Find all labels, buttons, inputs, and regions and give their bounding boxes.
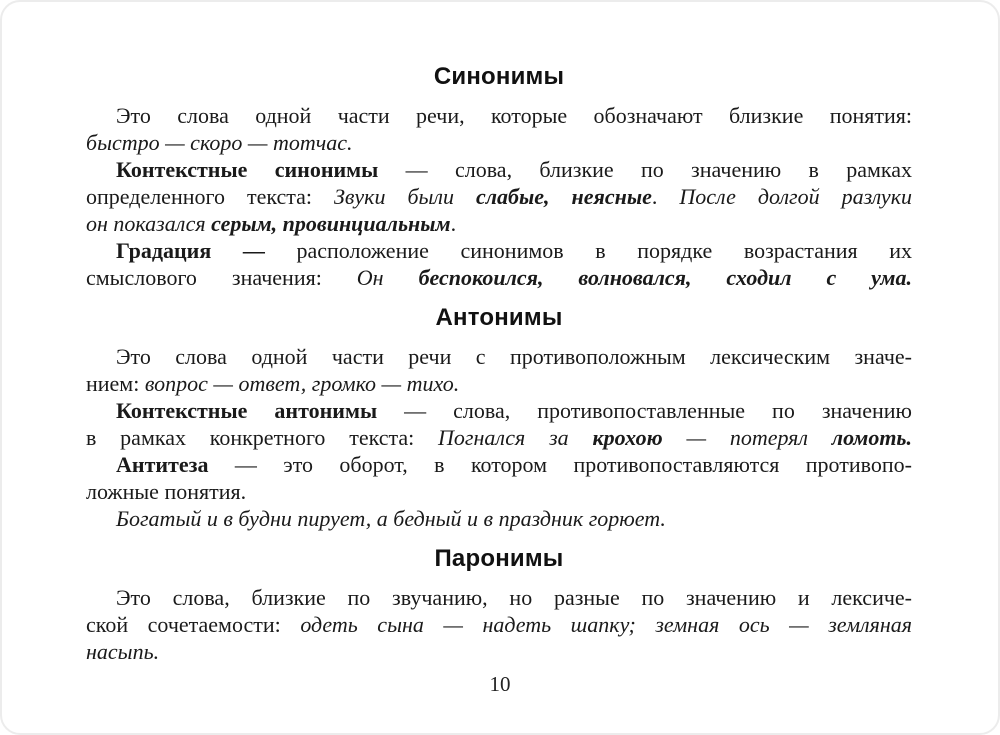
text-run: Это слова, близкие по звучанию, но разные по значению и лексиче- [116, 585, 912, 610]
section-1 [86, 305, 912, 532]
text-run: Антитеза [116, 452, 209, 477]
text-run: Контекстные антонимы [116, 398, 378, 423]
text-run: насыпь. [86, 639, 160, 664]
text-line [86, 424, 912, 451]
text-line [86, 237, 912, 264]
text-run: ложные понятия. [86, 479, 247, 504]
text-line [86, 397, 912, 424]
text-line [86, 102, 912, 129]
paragraph [86, 343, 912, 397]
section-2 [86, 546, 912, 665]
text-run: беспокоился, волновался, сходил с ума. [418, 265, 912, 290]
text-run: серым, провинциальным [211, 211, 451, 236]
text-run: Контекстные синонимы [116, 157, 379, 182]
paragraph [86, 451, 912, 505]
text-run: одеть сына — надеть шапку; земная ось — земляная [300, 612, 913, 637]
text-run: вопрос — ответ, громко — тихо. [144, 371, 460, 396]
text-line [86, 370, 912, 397]
text-run: Это слова одной части речи, которые обозначают близкие понятия: [116, 103, 912, 128]
paragraph [86, 397, 912, 451]
text-run: он показался [86, 211, 212, 236]
text-line [86, 210, 912, 237]
text-run: ломоть. [831, 425, 912, 450]
text-line [86, 478, 912, 505]
text-run: Это слова одной части речи с противоположным лексическим значе- [116, 344, 912, 369]
text-run: нием: [86, 371, 145, 396]
text-line [86, 638, 912, 665]
paragraph [86, 237, 912, 291]
text-line [86, 584, 912, 611]
text-run: — слова, противопоставленные по значению [377, 398, 912, 423]
text-run: Градация — [116, 238, 297, 263]
text-line [86, 611, 912, 638]
paragraph [86, 584, 912, 665]
text-line [86, 156, 912, 183]
section-heading: Синонимы [433, 63, 565, 90]
page-number: 10 [489, 672, 511, 696]
text-run: — слова, близкие по значению в рамках [378, 157, 912, 182]
text-run: — это оборот, в котором противопоставляются противопо- [208, 452, 912, 477]
paragraph [86, 505, 912, 532]
text-run: Богатый и в будни пирует, а бедный и в праздник горюет. [116, 506, 666, 531]
text-run: . [651, 184, 680, 209]
section-0 [86, 64, 912, 291]
paragraph [86, 156, 912, 237]
text-run: расположение синонимов в порядке возрастания их [296, 238, 912, 263]
text-line [86, 451, 912, 478]
text-line [86, 183, 912, 210]
text-run: — потерял [662, 425, 832, 450]
section-heading: Антонимы [435, 304, 563, 331]
text-run: быстро — скоро — тотчас. [86, 130, 353, 155]
text-run: ской сочетаемости: [86, 612, 301, 637]
text-run: После долгой разлуки [679, 184, 912, 209]
text-run: крохою [592, 425, 663, 450]
text-line [86, 264, 912, 291]
paragraph [86, 102, 912, 156]
text-run: слабые, неясные [475, 184, 652, 209]
text-run: смыслового значения: [86, 265, 357, 290]
text-run: в рамках конкретного текста: [86, 425, 439, 450]
page-content [86, 2, 912, 665]
text-run: Он [356, 265, 419, 290]
text-run: . [450, 211, 457, 236]
text-line [86, 343, 912, 370]
text-line [86, 505, 912, 532]
text-line [86, 129, 912, 156]
text-run: Погнался за [438, 425, 593, 450]
section-heading: Паронимы [434, 545, 564, 572]
text-run: определенного текста: [86, 184, 334, 209]
text-run: Звуки были [333, 184, 476, 209]
